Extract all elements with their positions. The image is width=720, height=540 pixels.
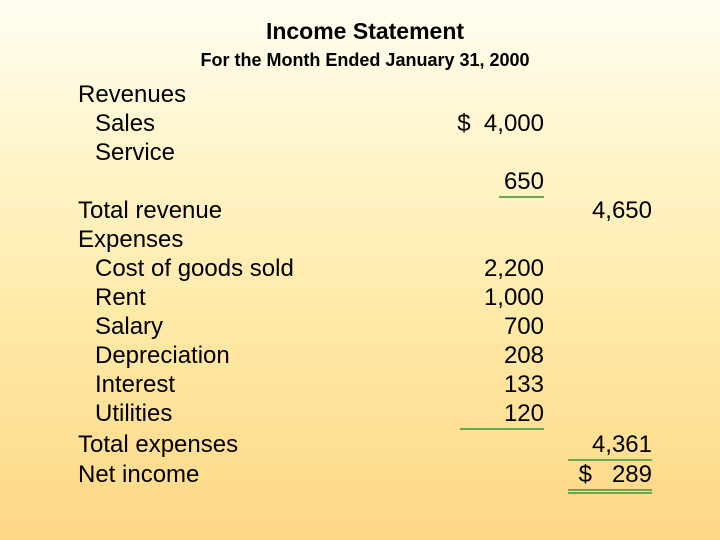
expense-value-rent: 1,000	[483, 284, 544, 311]
total-expenses-label: Total expenses	[78, 431, 239, 458]
revenues-heading: Revenues	[78, 81, 187, 108]
expense-label-depreciation: Depreciation	[95, 342, 230, 369]
expense-label-rent: Rent	[95, 284, 146, 311]
expense-value-interest: 133	[503, 371, 544, 398]
total-revenue-label: Total revenue	[78, 197, 223, 224]
total-expenses-value: 4,361	[568, 431, 652, 461]
sales-value: $ 4,000	[457, 110, 544, 137]
statement-title: Income Statement	[265, 18, 465, 44]
service-value: 650	[499, 168, 544, 198]
expense-value-depreciation: 208	[503, 342, 544, 369]
expense-value-cogs: 2,200	[483, 255, 544, 282]
expense-label-interest: Interest	[95, 371, 176, 398]
total-revenue-value: 4,650	[591, 197, 652, 224]
expenses-heading: Expenses	[78, 226, 184, 253]
expense-label-cogs: Cost of goods sold	[95, 255, 294, 282]
expense-value-salary: 700	[503, 313, 544, 340]
service-label: Service	[95, 139, 176, 166]
expense-label-salary: Salary	[95, 313, 164, 340]
sales-label: Sales	[95, 110, 156, 137]
statement-subtitle: For the Month Ended January 31, 2000	[200, 50, 530, 70]
expense-value-utilities: 120	[460, 400, 544, 430]
expense-label-utilities: Utilities	[95, 400, 173, 427]
net-income-value: $ 289	[568, 461, 652, 494]
net-income-label: Net income	[78, 461, 200, 488]
